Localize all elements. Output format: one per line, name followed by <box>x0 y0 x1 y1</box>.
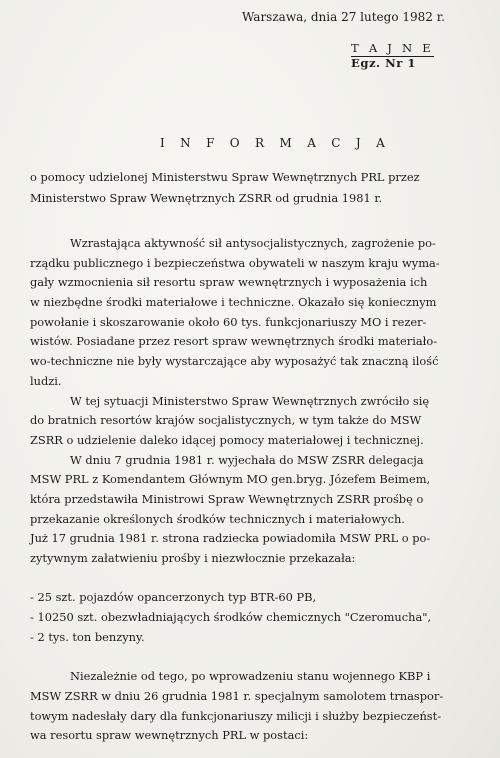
blank-line <box>30 569 443 589</box>
body-line: w niezbędne środki materiałowe i techniczne. Okazało się koniecznym <box>30 295 437 310</box>
list-item: - 25 szt. pojazdów opancerzonych typ BTR-60 PB, <box>30 590 317 605</box>
body-line: W tej sytuacji Ministerstwo Spraw Wewnętrznych zwróciło się <box>70 393 430 408</box>
document-body <box>30 234 443 746</box>
body-line: Już 17 grudnia 1981 r. strona radziecka powiadomiła MSW PRL o po- <box>30 531 431 546</box>
body-line: wistów. Posiadane przez resort spraw wewnętrznych środki materiało- <box>30 334 438 349</box>
body-line: towym nadesłały dary dla funkcjonariuszy milicji i służby bezpieczeńst- <box>30 708 442 723</box>
body-line: wa resortu spraw wewnętrznych PRL w postaci: <box>30 728 309 743</box>
body-line: powołanie i skoszarowanie około 60 tys. funkcjonariuszy MO i rezer- <box>30 314 427 329</box>
body-line: W dniu 7 grudnia 1981 r. wyjechała do MSW ZSRR delegacja <box>70 452 424 467</box>
list-item: - 2 tys. ton benzyny. <box>30 629 145 644</box>
body-line: MSW ZSRR w dniu 26 grudnia 1981 r. specjalnym samolotem trnaspor- <box>30 688 444 703</box>
body-line: ludzi. <box>30 373 62 388</box>
document-subject <box>30 167 420 209</box>
copy-number: Egz. Nr 1 <box>351 56 416 70</box>
body-line: Wzrastająca aktywność sił antysocjalistycznych, zagrożenie po- <box>70 236 436 250</box>
document-title: I N F O R M A C J A <box>160 136 391 150</box>
body-line: zytywnym załatwieniu prośby i niezwłocznie przekazała: <box>30 551 356 565</box>
body-line: ZSRR o udzielenie daleko idącej pomocy materiałowej i technicznej. <box>30 432 424 447</box>
subject-line: Ministerstwo Spraw Wewnętrznych ZSRR od grudnia 1981 r. <box>30 191 383 205</box>
place-date: Warszawa, dnia 27 lutego 1982 r. <box>242 10 445 24</box>
blank-line <box>30 647 443 667</box>
body-line: wo-techniczne nie były wystarczające aby wyposażyć tak znaczną ilość <box>30 354 439 369</box>
body-line: która przedstawiła Ministrowi Spraw Wewnętrznych ZSRR prośbę o <box>30 491 424 506</box>
body-line: do bratnich resortów krajów socjalistycznych, w tym także do MSW <box>30 413 422 428</box>
body-line: przekazanie określonych środków technicznych i materiałowych. <box>30 511 405 526</box>
list-item: - 10250 szt. obezwładniających środków chemicznych "Czeromucha", <box>30 610 432 625</box>
body-line: gały wzmocnienia sił resortu spraw wewnętrznych i wyposażenia ich <box>30 275 428 290</box>
classification-stamp: T A J N E <box>351 41 434 55</box>
subject-line: o pomocy udzielonej Ministerstwu Spraw Wewnętrznych PRL przez <box>30 170 420 184</box>
body-line: MSW PRL z Komendantem Głównym MO gen.bryg. Józefem Beimem, <box>30 472 431 487</box>
body-line: Niezależnie od tego, po wprowadzeniu stanu wojennego KBP i <box>70 669 431 684</box>
body-line: rządku publicznego i bezpieczeństwa obywateli w naszym kraju wyma- <box>30 255 440 270</box>
